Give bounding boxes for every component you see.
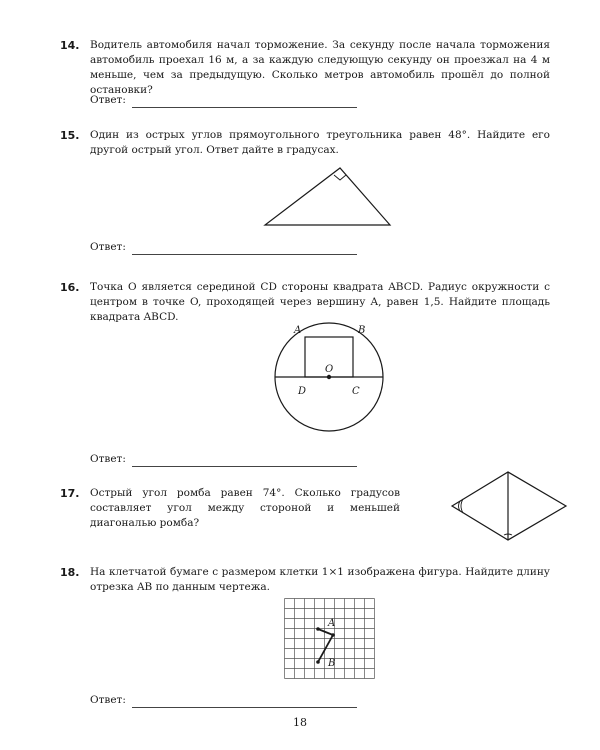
answer-line[interactable] bbox=[132, 456, 357, 467]
task-text: Водитель автомобиля начал торможение. За секунду после начала торможения автомобиль проехал 16 м, а за каждую следующую секунду он проезжал на 4 м меньше, чем за предыдущую. Сколько метров автомобиль прошёл до полной остановки? bbox=[90, 39, 550, 96]
answer-line[interactable] bbox=[132, 244, 357, 255]
point-a bbox=[316, 627, 320, 631]
center-point bbox=[327, 375, 331, 379]
answer-line[interactable] bbox=[132, 97, 357, 108]
label-b: B bbox=[358, 325, 366, 336]
task-number: 18. bbox=[60, 566, 80, 579]
answer-row bbox=[90, 693, 357, 708]
task-text: Острый угол ромба равен 74°. Сколько градусов составляет угол между стороной и меньшей диагональю ромба? bbox=[90, 487, 400, 529]
label-c: C bbox=[352, 386, 360, 397]
rhombus-figure bbox=[448, 468, 570, 546]
answer-row bbox=[90, 452, 357, 467]
task-text: Точка O является серединой CD стороны квадрата ABCD. Радиус окружности с центром в точке O, проходящей через вершину A, равен 1,5. Найдите площадь квадрата ABCD. bbox=[90, 281, 550, 323]
label-o: O bbox=[325, 364, 334, 375]
rhombus-shape bbox=[452, 472, 566, 540]
answer-label: Ответ: bbox=[90, 241, 126, 253]
label-b: B bbox=[328, 658, 336, 669]
task-number: 16. bbox=[60, 281, 80, 294]
right-angle-mark bbox=[334, 175, 346, 180]
answer-line[interactable] bbox=[132, 697, 357, 708]
grid-figure bbox=[284, 598, 375, 679]
page-number: 18 bbox=[293, 716, 307, 729]
point-vertex bbox=[331, 633, 335, 637]
answer-label: Ответ: bbox=[90, 453, 126, 465]
label-a: A bbox=[328, 618, 336, 629]
circle-square-figure bbox=[268, 320, 393, 440]
triangle-shape bbox=[265, 168, 390, 225]
answer-label: Ответ: bbox=[90, 94, 126, 106]
task-14 bbox=[60, 38, 550, 106]
answer-label: Ответ: bbox=[90, 694, 126, 706]
angle-arc-outer bbox=[461, 499, 463, 513]
segment-upper bbox=[318, 629, 333, 635]
task-16 bbox=[60, 280, 550, 465]
right-triangle-figure bbox=[260, 165, 395, 230]
task-number: 15. bbox=[60, 129, 80, 142]
task-18 bbox=[60, 565, 550, 706]
answer-row bbox=[90, 93, 357, 108]
task-text: Один из острых углов прямоугольного треугольника равен 48°. Найдите его другой острый угол. Ответ дайте в градусах. bbox=[90, 129, 550, 156]
task-number: 17. bbox=[60, 487, 80, 500]
label-a: A bbox=[294, 325, 302, 336]
task-number: 14. bbox=[60, 39, 80, 52]
label-d: D bbox=[298, 386, 307, 397]
task-15 bbox=[60, 128, 550, 253]
task-text: На клетчатой бумаге с размером клетки 1×1 изображена фигура. Найдите длину отрезка AB по данным чертежа. bbox=[90, 566, 550, 593]
answer-row bbox=[90, 240, 357, 255]
point-b bbox=[316, 660, 320, 664]
task-17 bbox=[60, 486, 400, 531]
